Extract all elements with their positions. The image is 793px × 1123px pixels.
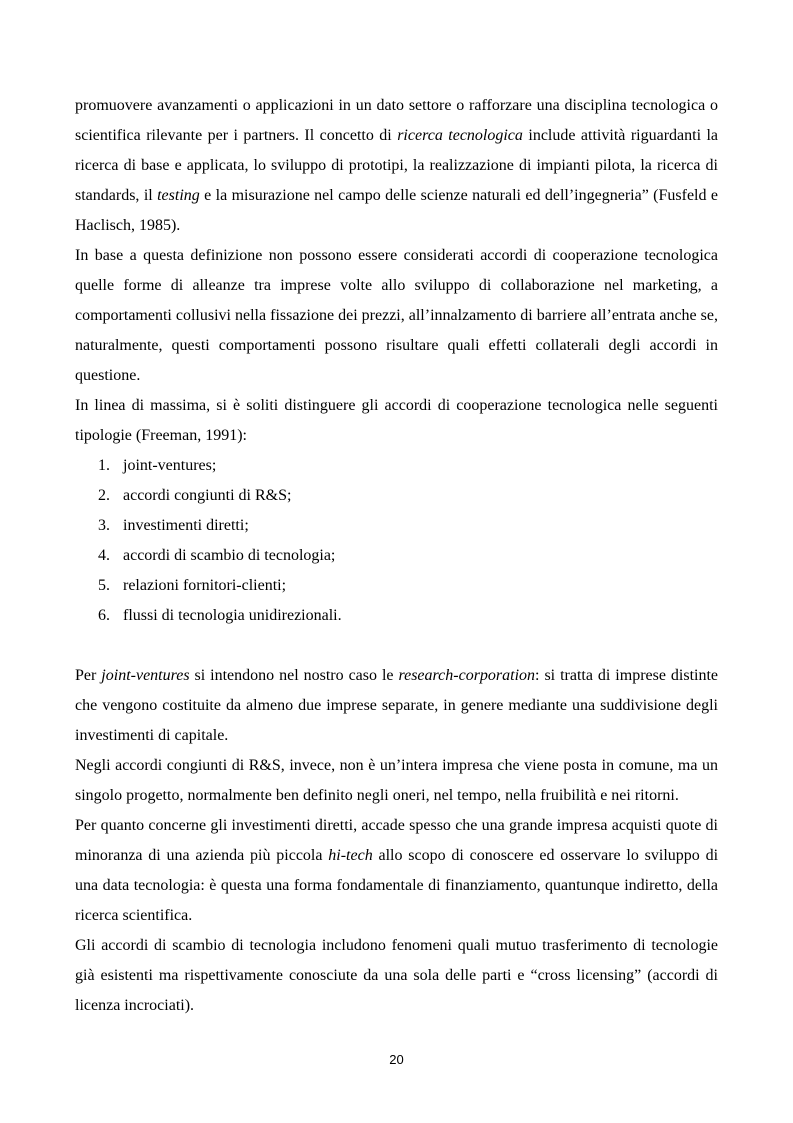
- paragraph-gap: [75, 631, 718, 661]
- paragraph: [75, 751, 718, 811]
- list-item-text: accordi congiunti di R&S;: [123, 487, 292, 504]
- list-item: [75, 571, 718, 601]
- list-item-text: flussi di tecnologia unidirezionali.: [123, 607, 342, 624]
- list-item: [75, 481, 718, 511]
- text-run: : si tratta di imprese distinte che vengono costituite da almeno due imprese separate, in genere mediante una suddivisione degli investimenti di capitale.: [75, 667, 719, 744]
- text-run: In linea di massima, si è soliti distinguere gli accordi di cooperazione tecnologica nelle seguenti tipologie (Freeman, 1991):: [75, 397, 718, 444]
- paragraph: [75, 811, 718, 931]
- text-run: promuovere avanzamenti o applicazioni in un dato settore o rafforzare una disciplina tecnologica o scientifica rilevante per i partners. Il concetto di: [75, 97, 718, 144]
- text-run: In base a questa definizione non possono essere considerati accordi di cooperazione tecnologica quelle forme di alleanze tra imprese volte allo sviluppo di collaborazione nel marketing, a comportamenti collusivi nella fissazione dei prezzi, all’innalzamento di barriere all’entrata anche se, naturalmente, questi comportamenti possono risultare quali effetti collaterali degli accordi in questione.: [75, 247, 718, 384]
- list-item-number: 5.: [98, 577, 110, 594]
- list-item: [75, 541, 718, 571]
- list-item-number: 2.: [98, 487, 110, 504]
- list-item-text: accordi di scambio di tecnologia;: [123, 547, 336, 564]
- list-item: [75, 511, 718, 541]
- italic-term: joint-ventures: [101, 667, 190, 684]
- paragraph: [75, 661, 718, 751]
- italic-term: research-corporation: [398, 667, 536, 684]
- italic-term: hi-tech: [328, 847, 373, 864]
- italic-term: testing: [157, 187, 200, 204]
- text-run: Gli accordi di scambio di tecnologia includono fenomeni quali mutuo trasferimento di tecnologie già esistenti ma rispettivamente conosciute da una sola delle parti e “cross licensing” (accordi di licenza incrociati).: [75, 937, 718, 1014]
- paragraph: [75, 91, 718, 241]
- paragraph: [75, 241, 718, 391]
- text-run: e la misurazione nel campo delle scienze naturali ed dell’ingegneria” (Fusfeld e Haclisch, 1985).: [75, 187, 718, 234]
- typology-list: [75, 451, 718, 631]
- list-item: [75, 451, 718, 481]
- list-item-number: 1.: [98, 457, 110, 474]
- list-item-number: 3.: [98, 517, 110, 534]
- text-run: allo scopo di conoscere ed osservare lo sviluppo di una data tecnologia: è questa una forma fondamentale di finanziamento, quantunque indiretto, della ricerca scientifica.: [75, 847, 719, 924]
- page-number: 20: [389, 1052, 404, 1067]
- text-run: Per: [75, 667, 102, 684]
- list-item-text: joint-ventures;: [123, 457, 217, 474]
- list-item-text: relazioni fornitori-clienti;: [123, 577, 287, 594]
- list-item-number: 6.: [98, 607, 110, 624]
- list-item-text: investimenti diretti;: [123, 517, 249, 534]
- list-item-number: 4.: [98, 547, 110, 564]
- italic-term: ricerca tecnologica: [397, 127, 523, 144]
- body-text: [75, 91, 718, 1021]
- list-item: [75, 601, 718, 631]
- paragraph: [75, 391, 718, 451]
- text-run: si intendono nel nostro caso le: [189, 667, 399, 684]
- paragraph: [75, 931, 718, 1021]
- text-run: Per quanto concerne gli investimenti diretti, accade spesso che una grande impresa acquisti quote di minoranza di una azienda più piccola: [75, 817, 718, 864]
- bottom-paragraphs: [75, 661, 718, 1021]
- text-run: Negli accordi congiunti di R&S, invece, non è un’intera impresa che viene posta in comune, ma un singolo progetto, normalmente ben definito negli oneri, nel tempo, nella fruibilità e nei ritorni.: [75, 757, 718, 804]
- text-run: include attività riguardanti la ricerca di base e applicata, lo sviluppo di prototipi, la realizzazione di impianti pilota, la ricerca di standards, il: [75, 127, 719, 204]
- top-paragraphs: [75, 91, 718, 451]
